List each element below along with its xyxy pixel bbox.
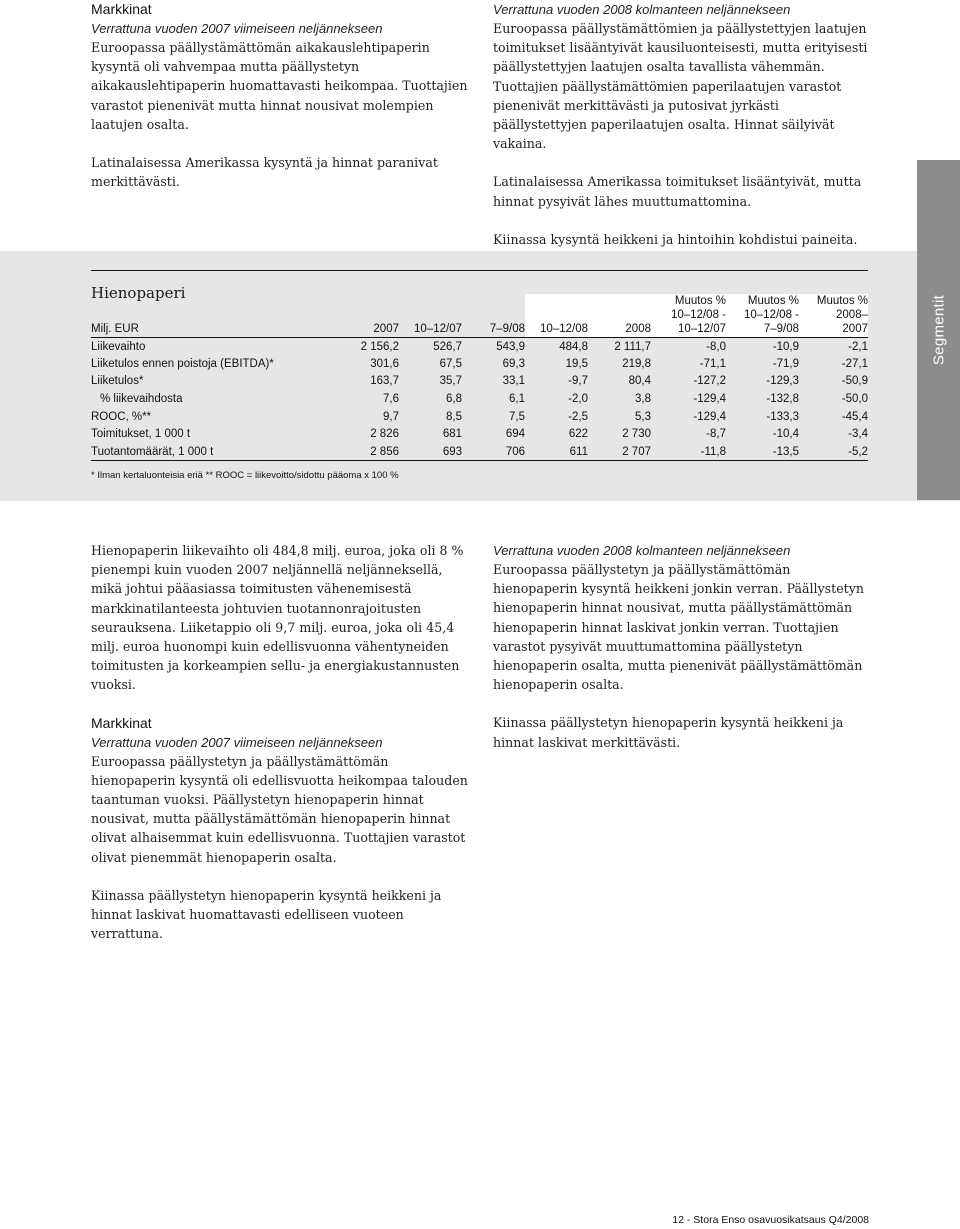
paragraph: Kiinassa kysyntä heikkeni ja hintoihin kohdistui paineita. xyxy=(493,231,858,247)
table-cell: -3,4 xyxy=(848,428,868,441)
table-cell: 80,4 xyxy=(628,375,651,388)
paragraph: Latinalaisessa Amerikassa kysyntä ja hinnat paranivat merkittävästi. xyxy=(91,155,438,190)
col-header: Muutos % 2008– 2007 xyxy=(799,294,868,338)
table-cell: 2 826 xyxy=(370,428,399,441)
top-left-column xyxy=(91,0,471,191)
table-cell: 69,3 xyxy=(502,357,525,370)
col-header: 2008 xyxy=(588,294,651,338)
table-cell: -13,5 xyxy=(726,443,799,461)
row-label: Toimitukset, 1 000 t xyxy=(91,428,191,441)
table-cell: 611 xyxy=(525,443,588,461)
table-cell: -132,8 xyxy=(766,393,799,406)
section-subheading: Verrattuna vuoden 2007 viimeiseen neljännekseen xyxy=(91,734,383,750)
table-cell: 35,7 xyxy=(439,375,462,388)
table-cell: 484,8 xyxy=(559,340,588,353)
table-cell: 6,1 xyxy=(509,393,525,406)
paragraph: Hienopaperin liikevaihto oli 484,8 milj. euroa, joka oli 8 % pienempi kuin vuoden 2007 neljännellä neljänneksellä, mikä johtui pääasiassa toimitusten vähenemisestä markkinatilanteesta johtuvien tuotannonrajoitusten seurauksena. Liiketappio oli 9,7 milj. euroa, joka oli 45,4 milj. euroa huonompi kuin edellisvuonna vähentyneiden toimitusten ja korkeampien sellu- ja energiakustannusten vuoksi. xyxy=(91,543,464,693)
table-cell: 3,8 xyxy=(635,393,651,406)
table-cell: -27,1 xyxy=(841,357,868,370)
table-cell: 2 156,2 xyxy=(360,340,399,353)
table-cell: -133,3 xyxy=(766,410,799,423)
table-cell: 6,8 xyxy=(446,393,462,406)
table-cell: -5,2 xyxy=(799,443,868,461)
table-cell: 706 xyxy=(462,443,525,461)
side-tab-label: Segmentit xyxy=(930,294,947,366)
table-cell: 2 730 xyxy=(622,428,651,441)
paragraph: Euroopassa päällystämättömien ja päällystettyjen laatujen toimitukset lisääntyivät kausiluonteisesti, mutta erityisesti päällystettyjen laatujen osalta tavallista vähemmän. Tuottajien päällystämättömien paperilaatujen varastot pienenivät merkittävästi ja putosivat jyrkästi päällystettyjen paperilaatujen osalta. Hinnat säilyivät vakaina. xyxy=(493,21,868,152)
row-label: Liiketulos* xyxy=(91,375,144,388)
bottom-left-column xyxy=(91,541,471,943)
table-cell: 67,5 xyxy=(439,357,462,370)
table-row xyxy=(91,338,868,356)
table-cell: 543,9 xyxy=(496,340,525,353)
table-cell: 19,5 xyxy=(565,357,588,370)
table-cell: -10,9 xyxy=(772,340,799,353)
section-subheading: Verrattuna vuoden 2008 kolmanteen neljännekseen xyxy=(493,543,791,558)
table-row xyxy=(91,373,868,391)
table-cell: 7,5 xyxy=(509,410,525,423)
paragraph: Euroopassa päällystämättömän aikakauslehtipaperin kysyntä oli vahvempaa mutta päällystetyn aikakauslehtipaperin huomattavasti heikompaa. Tuottajien varastot pienenivät mutta hinnat nousivat molempien laatujen osalta. xyxy=(91,40,468,132)
bottom-right-column xyxy=(493,541,873,752)
table-cell: 301,6 xyxy=(370,357,399,370)
table-cell: -129,4 xyxy=(693,393,726,406)
table-cell: 9,7 xyxy=(383,410,399,423)
table-cell: -2,5 xyxy=(568,410,588,423)
table-cell: -129,3 xyxy=(766,375,799,388)
table-top-rule xyxy=(91,270,868,271)
row-label: ROOC, %** xyxy=(91,410,152,423)
table-cell: -71,1 xyxy=(699,357,726,370)
table-cell: -8,0 xyxy=(706,340,726,353)
paragraph: Kiinassa päällystetyn hienopaperin kysyntä heikkeni ja hinnat laskivat huomattavasti edelliseen vuoteen verrattuna. xyxy=(91,887,442,942)
top-right-column xyxy=(493,0,873,249)
table-cell: -8,7 xyxy=(706,428,726,441)
table-cell: 622 xyxy=(568,428,588,441)
table-cell: -11,8 xyxy=(651,443,726,461)
unit-label: Milj. EUR xyxy=(91,294,319,338)
table-cell: 526,7 xyxy=(433,340,462,353)
financial-table xyxy=(91,270,868,461)
row-label: Liikevaihto xyxy=(91,340,146,353)
table-cell: -71,9 xyxy=(772,357,799,370)
paragraph: Euroopassa päällystetyn ja päällystämättömän hienopaperin kysyntä oli edellisvuotta heikompaa talouden taantuman vuoksi. Päällystetyn hienopaperin hinnat nousivat, mutta päällystämättömän hienopaperin hinnat olivat alhaisemmat kuin edellisvuonna. Tuottajien varastot olivat pienemmät hienopaperin osalta. xyxy=(91,753,468,865)
paragraph: Latinalaisessa Amerikassa toimitukset lisääntyivät, mutta hinnat pysyivät lähes muuttumattomina. xyxy=(493,174,862,209)
row-label: Tuotantomäärät, 1 000 t xyxy=(91,443,319,461)
col-header: Muutos % 10–12/08 - 10–12/07 xyxy=(651,294,726,338)
table-cell: 2 707 xyxy=(588,443,651,461)
table-cell: 2 856 xyxy=(319,443,399,461)
table-row xyxy=(91,355,868,373)
col-header: 10–12/07 xyxy=(399,294,462,338)
col-header: Muutos % 10–12/08 - 7–9/08 xyxy=(726,294,799,338)
table-row xyxy=(91,390,868,408)
table-row xyxy=(91,443,868,461)
table-row xyxy=(91,425,868,443)
table-footnote: * Ilman kertaluonteisia eriä ** ROOC = liikevoitto/sidottu pääoma x 100 % xyxy=(91,470,399,481)
table-cell: -9,7 xyxy=(568,375,588,388)
segment-side-tab xyxy=(917,160,960,500)
table-cell: 8,5 xyxy=(446,410,462,423)
table-title: Hienopaperi xyxy=(91,284,186,302)
table-cell: -10,4 xyxy=(772,428,799,441)
row-label: % liikevaihdosta xyxy=(100,393,183,406)
table-cell: -50,0 xyxy=(841,393,868,406)
paragraph: Kiinassa päällystetyn hienopaperin kysyntä heikkeni ja hinnat laskivat merkittävästi. xyxy=(493,715,844,750)
section-subheading: Verrattuna vuoden 2008 kolmanteen neljännekseen xyxy=(493,2,791,17)
table-cell: 694 xyxy=(505,428,525,441)
table-cell: -127,2 xyxy=(693,375,726,388)
table-cell: 7,6 xyxy=(383,393,399,406)
paragraph: Euroopassa päällystetyn ja päällystämättömän hienopaperin kysyntä heikkeni jonkin verran. Päällystetyn hienopaperin hinnat nousivat, mutta päällystämättömän hienopaperin hinnat laskivat jonkin verran. Tuottajien varastot pysyivät muuttumattomina päällystetyn hienopaperin osalta, mutta pienenivät päällystämättömän hienopaperin osalta. xyxy=(493,562,864,693)
table-cell: 33,1 xyxy=(502,375,525,388)
col-header: 2007 xyxy=(319,294,399,338)
table-cell: -45,4 xyxy=(841,410,868,423)
col-header: 7–9/08 xyxy=(462,294,525,338)
table-row xyxy=(91,408,868,426)
table-cell: 693 xyxy=(399,443,462,461)
section-heading: Markkinat xyxy=(91,1,152,17)
table-cell: 2 111,7 xyxy=(614,340,651,353)
table-cell: -129,4 xyxy=(693,410,726,423)
row-label: Liiketulos ennen poistoja (EBITDA)* xyxy=(91,357,274,370)
table-cell: -50,9 xyxy=(841,375,868,388)
table-cell: -2,1 xyxy=(848,340,868,353)
section-heading: Markkinat xyxy=(91,714,152,731)
col-header: 10–12/08 xyxy=(525,294,588,338)
table-cell: -2,0 xyxy=(568,393,588,406)
page-footer: 12 - Stora Enso osavuosikatsaus Q4/2008 xyxy=(672,1214,869,1226)
table-cell: 219,8 xyxy=(622,357,651,370)
table-header-row xyxy=(91,294,868,338)
table-cell: 5,3 xyxy=(635,410,651,423)
section-subheading: Verrattuna vuoden 2007 viimeiseen neljännekseen xyxy=(91,21,383,36)
table-cell: 681 xyxy=(442,428,462,441)
table-cell: 163,7 xyxy=(370,375,399,388)
